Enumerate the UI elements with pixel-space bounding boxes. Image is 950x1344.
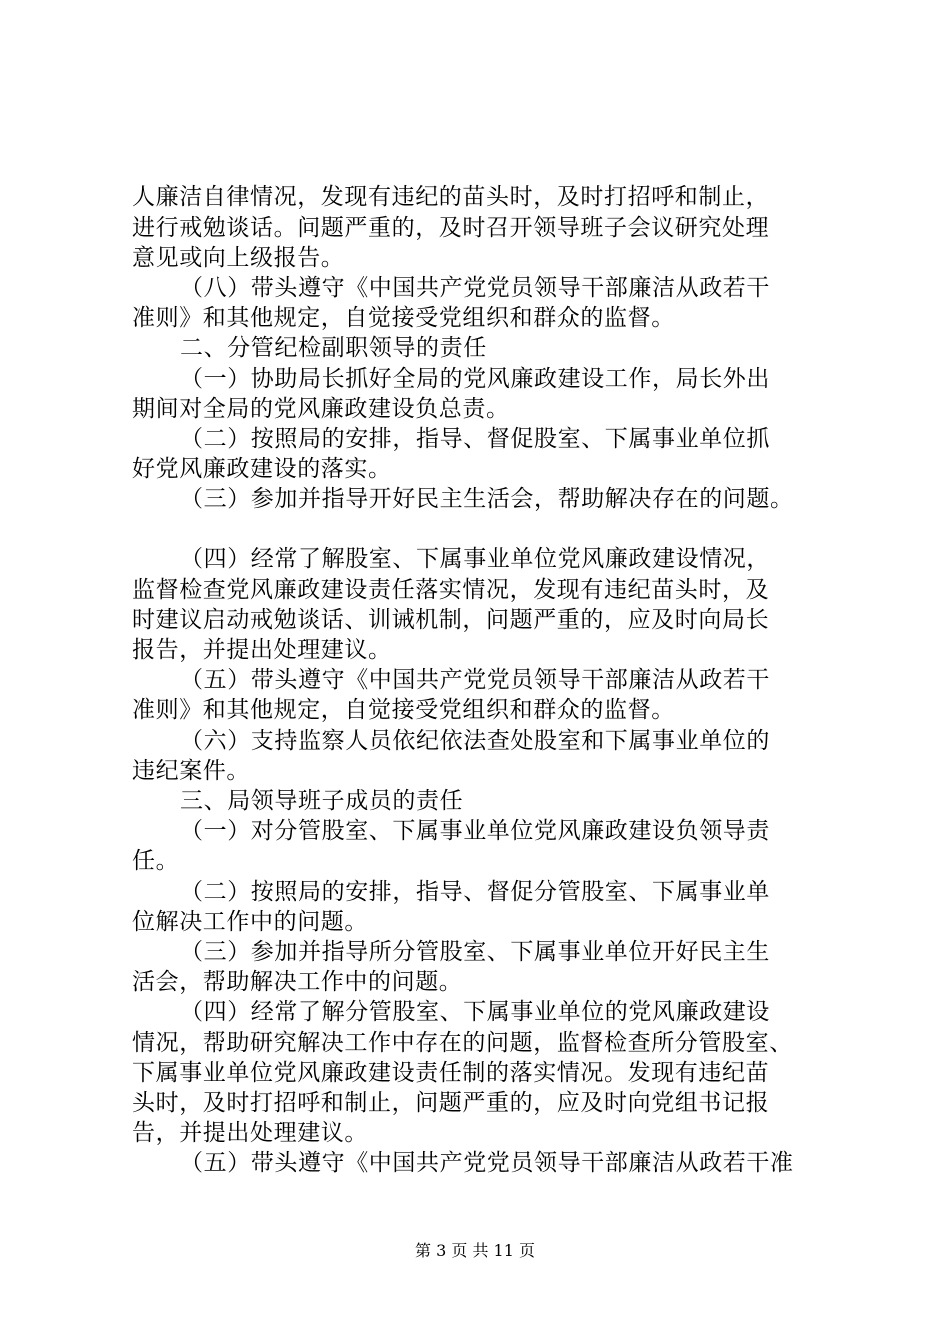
text-line: （二）按照局的安排，指导、督促股室、下属事业单位抓: [180, 426, 770, 452]
section-heading: 三、局领导班子成员的责任: [180, 788, 464, 814]
text-line: 人廉洁自律情况，发现有违纪的苗头时，及时打招呼和制止，: [132, 184, 770, 210]
text-line: 意见或向上级报告。: [132, 245, 345, 271]
text-line: 期间对全局的党风廉政建设负总责。: [132, 396, 510, 422]
text-line: （八）带头遵守《中国共产党党员领导干部廉洁从政若干: [180, 275, 770, 301]
text-line: 位解决工作中的问题。: [132, 909, 368, 935]
text-line: （一）对分管股室、下属事业单位党风廉政建设负领导责: [180, 818, 770, 844]
text-line: （一）协助局长抓好全局的党风廉政建设工作，局长外出: [180, 366, 770, 392]
section-heading: 二、分管纪检副职领导的责任: [180, 335, 487, 361]
text-line: 时建议启动戒勉谈话、训诫机制，问题严重的，应及时向局长: [132, 607, 770, 633]
text-line: （六）支持监察人员依纪依法查处股室和下属事业单位的: [180, 728, 770, 754]
text-line: 报告，并提出处理建议。: [132, 637, 392, 663]
text-line: （二）按照局的安排，指导、督促分管股室、下属事业单: [180, 879, 770, 905]
text-line: 头时，及时打招呼和制止，问题严重的，应及时向党组书记报: [132, 1090, 770, 1116]
text-line: 监督检查党风廉政建设责任落实情况，发现有违纪苗头时，及: [132, 577, 770, 603]
text-line: 违纪案件。: [132, 758, 250, 784]
text-line: 活会，帮助解决工作中的问题。: [132, 969, 463, 995]
text-line: （四）经常了解分管股室、下属事业单位的党风廉政建设: [180, 999, 770, 1025]
text-line: 下属事业单位党风廉政建设责任制的落实情况。发现有违纪苗: [132, 1060, 770, 1086]
text-line: （三）参加并指导所分管股室、下属事业单位开好民主生: [180, 939, 770, 965]
text-line: 任。: [132, 848, 180, 874]
text-line: 情况，帮助研究解决工作中存在的问题，监督检查所分管股室、: [132, 1030, 793, 1056]
text-line: 好党风廉政建设的落实。: [132, 456, 392, 482]
text-line: 告，并提出处理建议。: [132, 1120, 368, 1146]
text-line: （三）参加并指导开好民主生活会，帮助解决存在的问题。: [180, 486, 794, 512]
text-line: （五）带头遵守《中国共产党党员领导干部廉洁从政若干准: [180, 1150, 794, 1176]
text-line: （四）经常了解股室、下属事业单位党风廉政建设情况，: [180, 546, 770, 572]
page-number: 第 3 页 共 11 页: [415, 1241, 535, 1260]
text-line: 准则》和其他规定，自觉接受党组织和群众的监督。: [132, 305, 675, 331]
text-line: （五）带头遵守《中国共产党党员领导干部廉洁从政若干: [180, 667, 770, 693]
text-line: 准则》和其他规定，自觉接受党组织和群众的监督。: [132, 697, 675, 723]
text-line: 进行戒勉谈话。问题严重的，及时召开领导班子会议研究处理: [132, 215, 770, 241]
